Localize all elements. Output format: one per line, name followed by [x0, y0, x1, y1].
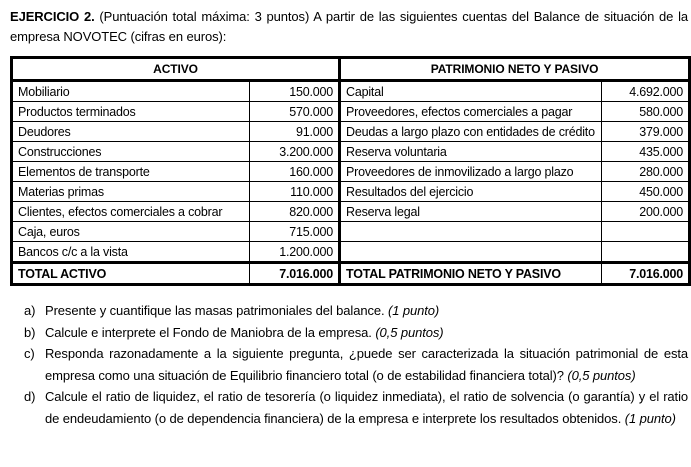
- question-points: (0,5 puntos): [567, 367, 636, 383]
- question-letter: d): [24, 389, 36, 404]
- table-row: [12, 242, 690, 263]
- question-item-b: [10, 322, 688, 344]
- account-value-cell: 280.000: [602, 162, 690, 182]
- question-points: (0,5 puntos): [375, 324, 444, 340]
- question-text: Calcule e interprete el Fondo de Maniobra de la empresa.: [45, 324, 376, 340]
- account-label-cell: Elementos de transporte: [12, 162, 250, 182]
- questions-list: [10, 300, 688, 429]
- total-activo-value-cell: 7.016.000: [250, 263, 340, 285]
- table-row: [12, 122, 690, 142]
- account-value-cell: 715.000: [250, 222, 340, 242]
- account-label-cell: Bancos c/c a la vista: [12, 242, 250, 263]
- account-value-cell: 3.200.000: [250, 142, 340, 162]
- account-label-cell: Resultados del ejercicio: [340, 182, 602, 202]
- table-row: [12, 142, 690, 162]
- question-item-a: [10, 300, 688, 322]
- balance-table: [10, 56, 691, 286]
- account-label-cell: Deudas a largo plazo con entidades de crédito: [340, 122, 602, 142]
- account-label-cell: Caja, euros: [12, 222, 250, 242]
- question-item-c: [10, 343, 688, 386]
- account-label-cell: Mobiliario: [12, 81, 250, 102]
- exercise-statement: (Puntuación total máxima: 3 puntos) A partir de las siguientes cuentas del Balance de situación de la empresa NOVOTEC (cifras en euros):: [10, 9, 689, 44]
- question-letter: c): [24, 346, 35, 361]
- account-label-cell: Reserva voluntaria: [340, 142, 602, 162]
- account-label-cell: Clientes, efectos comerciales a cobrar: [12, 202, 250, 222]
- account-value-cell: 150.000: [250, 81, 340, 102]
- account-value-cell: 160.000: [250, 162, 340, 182]
- table-row: [12, 222, 690, 242]
- table-row: [12, 81, 690, 102]
- table-row: [12, 102, 690, 122]
- question-text: Calcule el ratio de liquidez, el ratio de tesorería (o liquidez inmediata), el ratio de solvencia (o garantía) y el ratio de endeudamiento (o de dependencia financiera) de la empresa e interprete los resultados obtenidos.: [45, 389, 688, 426]
- account-value-cell: 91.000: [250, 122, 340, 142]
- question-text: Responda razonadamente a la siguiente pregunta, ¿puede ser caracterizada la situación patrimonial de esta empresa como una situación de Equilibrio financiero total (o de estabilidad financiera total)?: [45, 346, 688, 383]
- table-row: [12, 182, 690, 202]
- account-label-cell: Deudores: [12, 122, 250, 142]
- table-row: [12, 202, 690, 222]
- exercise-title: [10, 7, 688, 46]
- account-value-cell: [602, 222, 690, 242]
- table-total-row: [12, 263, 690, 285]
- account-label-cell: Materias primas: [12, 182, 250, 202]
- account-value-cell: 110.000: [250, 182, 340, 202]
- account-value-cell: 1.200.000: [250, 242, 340, 263]
- account-label-cell: Capital: [340, 81, 602, 102]
- account-value-cell: 4.692.000: [602, 81, 690, 102]
- account-label-cell: [340, 242, 602, 263]
- question-text: Presente y cuantifique las masas patrimoniales del balance.: [45, 303, 389, 318]
- account-label-cell: Proveedores, efectos comerciales a pagar: [340, 102, 602, 122]
- pasivo-header-cell: PATRIMONIO NETO Y PASIVO: [340, 58, 690, 81]
- activo-header-cell: ACTIVO: [12, 58, 340, 81]
- exercise-number: EJERCICIO 2.: [10, 9, 95, 24]
- account-label-cell: Reserva legal: [340, 202, 602, 222]
- account-label-cell: Productos terminados: [12, 102, 250, 122]
- account-value-cell: 820.000: [250, 202, 340, 222]
- account-label-cell: Construcciones: [12, 142, 250, 162]
- account-value-cell: 435.000: [602, 142, 690, 162]
- account-value-cell: 200.000: [602, 202, 690, 222]
- account-value-cell: 580.000: [602, 102, 690, 122]
- account-label-cell: Proveedores de inmovilizado a largo plazo: [340, 162, 602, 182]
- question-points: (1 punto): [388, 303, 440, 318]
- account-label-cell: [340, 222, 602, 242]
- question-item-d: [10, 386, 688, 429]
- account-value-cell: [602, 242, 690, 263]
- question-letter: b): [24, 324, 36, 340]
- account-value-cell: 450.000: [602, 182, 690, 202]
- total-pasivo-value-cell: 7.016.000: [602, 263, 690, 285]
- table-row: [12, 162, 690, 182]
- question-points: (1 punto): [624, 410, 676, 426]
- total-pasivo-label-cell: TOTAL PATRIMONIO NETO Y PASIVO: [340, 263, 602, 285]
- account-value-cell: 570.000: [250, 102, 340, 122]
- total-activo-label-cell: TOTAL ACTIVO: [12, 263, 250, 285]
- question-letter: a): [24, 303, 36, 318]
- account-value-cell: 379.000: [602, 122, 690, 142]
- table-header-row: [12, 58, 690, 81]
